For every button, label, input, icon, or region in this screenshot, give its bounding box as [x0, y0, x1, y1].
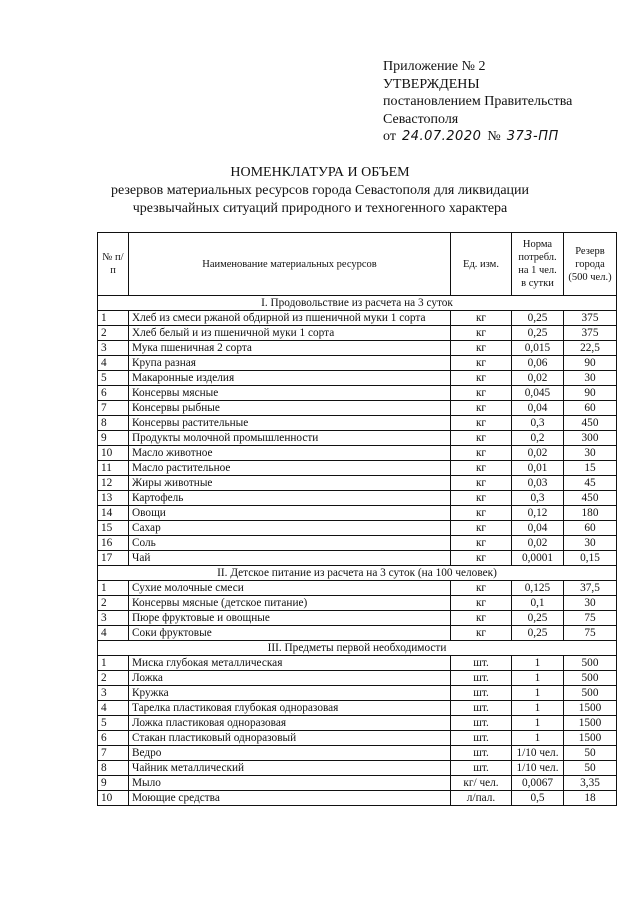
row-number: 11 — [98, 461, 129, 476]
row-number: 9 — [98, 776, 129, 791]
row-norm: 0,3 — [512, 491, 564, 506]
header-name: Наименование материальных ресурсов — [129, 233, 451, 296]
row-number: 15 — [98, 521, 129, 536]
row-reserve: 22,5 — [564, 341, 617, 356]
row-name: Чай — [129, 551, 451, 566]
row-norm: 1/10 чел. — [512, 746, 564, 761]
row-name: Консервы мясные — [129, 386, 451, 401]
row-name: Моющие средства — [129, 791, 451, 806]
table-row — [98, 701, 617, 716]
row-number: 8 — [98, 761, 129, 776]
row-norm: 0,06 — [512, 356, 564, 371]
table-row — [98, 551, 617, 566]
table-row — [98, 341, 617, 356]
row-norm: 0,045 — [512, 386, 564, 401]
row-number: 2 — [98, 596, 129, 611]
row-norm: 0,02 — [512, 446, 564, 461]
section-title: II. Детское питание из расчета на 3 суток (на 100 человек) — [98, 566, 617, 581]
row-reserve: 30 — [564, 371, 617, 386]
row-unit: шт. — [451, 671, 512, 686]
title-line-2: резервов материальных ресурсов города Севастополя для ликвидации — [110, 183, 530, 198]
row-number: 6 — [98, 731, 129, 746]
row-norm: 0,03 — [512, 476, 564, 491]
row-unit: кг — [451, 371, 512, 386]
table-row — [98, 716, 617, 731]
decree-label: постановлением Правительства — [383, 94, 573, 109]
row-reserve: 0,15 — [564, 551, 617, 566]
row-unit: кг — [451, 416, 512, 431]
row-unit: кг — [451, 356, 512, 371]
table-row — [98, 596, 617, 611]
table-row — [98, 536, 617, 551]
table-row — [98, 386, 617, 401]
decree-date: 24.07.2020 — [401, 129, 482, 144]
approval-block — [383, 58, 572, 146]
row-unit: кг — [451, 401, 512, 416]
row-name: Ложка пластиковая одноразовая — [129, 716, 451, 731]
row-reserve: 60 — [564, 521, 617, 536]
section-row — [98, 566, 617, 581]
row-name: Соки фруктовые — [129, 626, 451, 641]
row-norm: 0,125 — [512, 581, 564, 596]
table-row — [98, 416, 617, 431]
section-row — [98, 641, 617, 656]
row-reserve: 180 — [564, 506, 617, 521]
row-number: 1 — [98, 656, 129, 671]
row-number: 2 — [98, 671, 129, 686]
table-row — [98, 656, 617, 671]
row-number: 2 — [98, 326, 129, 341]
row-reserve: 500 — [564, 686, 617, 701]
row-unit: кг — [451, 581, 512, 596]
row-name: Тарелка пластиковая глубокая одноразовая — [129, 701, 451, 716]
row-unit: кг — [451, 491, 512, 506]
row-number: 7 — [98, 401, 129, 416]
row-norm: 0,015 — [512, 341, 564, 356]
decree-number: 373-ПП — [506, 129, 559, 144]
table-row — [98, 521, 617, 536]
row-reserve: 30 — [564, 446, 617, 461]
row-norm: 0,3 — [512, 416, 564, 431]
row-number: 12 — [98, 476, 129, 491]
section-row — [98, 296, 617, 311]
row-reserve: 90 — [564, 356, 617, 371]
table-row — [98, 401, 617, 416]
document-title — [0, 164, 640, 218]
row-reserve: 37,5 — [564, 581, 617, 596]
row-norm: 0,0001 — [512, 551, 564, 566]
government-label: Севастополя — [383, 111, 459, 127]
row-unit: л/пал. — [451, 791, 512, 806]
row-norm: 1 — [512, 656, 564, 671]
table-row — [98, 746, 617, 761]
row-name: Пюре фруктовые и овощные — [129, 611, 451, 626]
row-unit: кг — [451, 386, 512, 401]
row-number: 14 — [98, 506, 129, 521]
row-name: Соль — [129, 536, 451, 551]
row-number: 13 — [98, 491, 129, 506]
row-number: 16 — [98, 536, 129, 551]
title-line-3: чрезвычайных ситуаций природного и техногенного характера — [132, 201, 508, 216]
row-name: Крупа разная — [129, 356, 451, 371]
row-norm: 1 — [512, 731, 564, 746]
row-name: Чайник металлический — [129, 761, 451, 776]
decree-date-line — [383, 128, 572, 146]
table-body — [98, 296, 617, 806]
number-prefix: № — [487, 129, 501, 144]
row-name: Овощи — [129, 506, 451, 521]
table-row — [98, 431, 617, 446]
table-row — [98, 461, 617, 476]
row-name: Жиры животные — [129, 476, 451, 491]
row-number: 17 — [98, 551, 129, 566]
row-norm: 1 — [512, 686, 564, 701]
table-row — [98, 581, 617, 596]
header-unit: Ед. изм. — [451, 233, 512, 296]
row-reserve: 1500 — [564, 731, 617, 746]
row-name: Сухие молочные смеси — [129, 581, 451, 596]
row-name: Масло растительное — [129, 461, 451, 476]
row-reserve: 30 — [564, 536, 617, 551]
row-norm: 0,02 — [512, 536, 564, 551]
row-unit: кг — [451, 551, 512, 566]
row-number: 10 — [98, 791, 129, 806]
row-reserve: 1500 — [564, 716, 617, 731]
row-unit: кг — [451, 461, 512, 476]
row-norm: 0,04 — [512, 401, 564, 416]
row-unit: шт. — [451, 761, 512, 776]
row-name: Картофель — [129, 491, 451, 506]
row-reserve: 90 — [564, 386, 617, 401]
row-norm: 0,02 — [512, 371, 564, 386]
row-unit: кг — [451, 506, 512, 521]
row-reserve: 1500 — [564, 701, 617, 716]
row-reserve: 500 — [564, 656, 617, 671]
row-unit: кг — [451, 611, 512, 626]
row-name: Стакан пластиковый одноразовый — [129, 731, 451, 746]
row-unit: кг/ чел. — [451, 776, 512, 791]
row-unit: шт. — [451, 656, 512, 671]
row-norm: 0,1 — [512, 596, 564, 611]
table-header-row — [98, 233, 617, 296]
row-number: 1 — [98, 311, 129, 326]
table-row — [98, 686, 617, 701]
table-row — [98, 371, 617, 386]
row-name: Мука пшеничная 2 сорта — [129, 341, 451, 356]
table-row — [98, 611, 617, 626]
row-unit: шт. — [451, 701, 512, 716]
row-number: 3 — [98, 686, 129, 701]
row-norm: 0,25 — [512, 326, 564, 341]
row-number: 9 — [98, 431, 129, 446]
row-unit: кг — [451, 311, 512, 326]
row-reserve: 450 — [564, 416, 617, 431]
row-name: Хлеб из смеси ржаной обдирной из пшеничной муки 1 сорта — [129, 311, 451, 326]
row-name: Миска глубокая металлическая — [129, 656, 451, 671]
row-name: Макаронные изделия — [129, 371, 451, 386]
row-unit: кг — [451, 431, 512, 446]
row-name: Консервы мясные (детское питание) — [129, 596, 451, 611]
row-unit: кг — [451, 521, 512, 536]
row-unit: шт. — [451, 746, 512, 761]
row-name: Масло животное — [129, 446, 451, 461]
row-number: 4 — [98, 356, 129, 371]
resources-table — [97, 232, 617, 806]
row-unit: кг — [451, 476, 512, 491]
row-norm: 1 — [512, 716, 564, 731]
title-line-1: НОМЕНКЛАТУРА И ОБЪЕМ — [230, 165, 410, 180]
row-number: 3 — [98, 611, 129, 626]
date-prefix: от — [383, 129, 396, 144]
row-unit: кг — [451, 626, 512, 641]
row-unit: кг — [451, 536, 512, 551]
row-name: Консервы растительные — [129, 416, 451, 431]
row-norm: 0,01 — [512, 461, 564, 476]
row-number: 5 — [98, 371, 129, 386]
row-norm: 0,12 — [512, 506, 564, 521]
row-norm: 0,25 — [512, 611, 564, 626]
row-number: 7 — [98, 746, 129, 761]
row-reserve: 30 — [564, 596, 617, 611]
row-name: Ложка — [129, 671, 451, 686]
table-row — [98, 671, 617, 686]
table-row — [98, 761, 617, 776]
row-unit: шт. — [451, 731, 512, 746]
table-row — [98, 356, 617, 371]
table-row — [98, 506, 617, 521]
section-title: III. Предметы первой необходимости — [98, 641, 617, 656]
table-row — [98, 311, 617, 326]
row-unit: кг — [451, 326, 512, 341]
row-reserve: 50 — [564, 761, 617, 776]
row-name: Сахар — [129, 521, 451, 536]
row-number: 8 — [98, 416, 129, 431]
header-reserve: Резерв города (500 чел.) — [564, 233, 617, 296]
row-name: Консервы рыбные — [129, 401, 451, 416]
row-reserve: 450 — [564, 491, 617, 506]
approved-label: УТВЕРЖДЕНЫ — [383, 76, 480, 92]
row-name: Мыло — [129, 776, 451, 791]
row-reserve: 3,35 — [564, 776, 617, 791]
table-row — [98, 491, 617, 506]
row-reserve: 375 — [564, 326, 617, 341]
row-reserve: 45 — [564, 476, 617, 491]
row-number: 6 — [98, 386, 129, 401]
row-norm: 0,04 — [512, 521, 564, 536]
row-unit: кг — [451, 596, 512, 611]
row-name: Кружка — [129, 686, 451, 701]
row-reserve: 75 — [564, 611, 617, 626]
row-reserve: 300 — [564, 431, 617, 446]
row-number: 4 — [98, 701, 129, 716]
row-number: 3 — [98, 341, 129, 356]
table-row — [98, 326, 617, 341]
row-unit: шт. — [451, 686, 512, 701]
table-row — [98, 446, 617, 461]
row-norm: 1 — [512, 671, 564, 686]
row-name: Продукты молочной промышленности — [129, 431, 451, 446]
table-row — [98, 731, 617, 746]
row-name: Ведро — [129, 746, 451, 761]
row-reserve: 500 — [564, 671, 617, 686]
header-no: № п/п — [98, 233, 129, 296]
table-row — [98, 776, 617, 791]
row-number: 10 — [98, 446, 129, 461]
row-reserve: 50 — [564, 746, 617, 761]
row-reserve: 15 — [564, 461, 617, 476]
row-unit: шт. — [451, 716, 512, 731]
header-norm: Норма потребл. на 1 чел. в сутки — [512, 233, 564, 296]
row-reserve: 18 — [564, 791, 617, 806]
row-norm: 1 — [512, 701, 564, 716]
row-number: 4 — [98, 626, 129, 641]
row-norm: 0,25 — [512, 626, 564, 641]
row-norm: 0,5 — [512, 791, 564, 806]
row-norm: 0,2 — [512, 431, 564, 446]
section-title: I. Продовольствие из расчета на 3 суток — [98, 296, 617, 311]
row-number: 5 — [98, 716, 129, 731]
table-row — [98, 476, 617, 491]
row-reserve: 375 — [564, 311, 617, 326]
row-norm: 0,0067 — [512, 776, 564, 791]
row-reserve: 75 — [564, 626, 617, 641]
appendix-label: Приложение № 2 — [383, 59, 486, 74]
table-row — [98, 791, 617, 806]
table-row — [98, 626, 617, 641]
row-unit: кг — [451, 446, 512, 461]
row-norm: 1/10 чел. — [512, 761, 564, 776]
row-name: Хлеб белый и из пшеничной муки 1 сорта — [129, 326, 451, 341]
row-norm: 0,25 — [512, 311, 564, 326]
row-number: 1 — [98, 581, 129, 596]
row-unit: кг — [451, 341, 512, 356]
row-reserve: 60 — [564, 401, 617, 416]
